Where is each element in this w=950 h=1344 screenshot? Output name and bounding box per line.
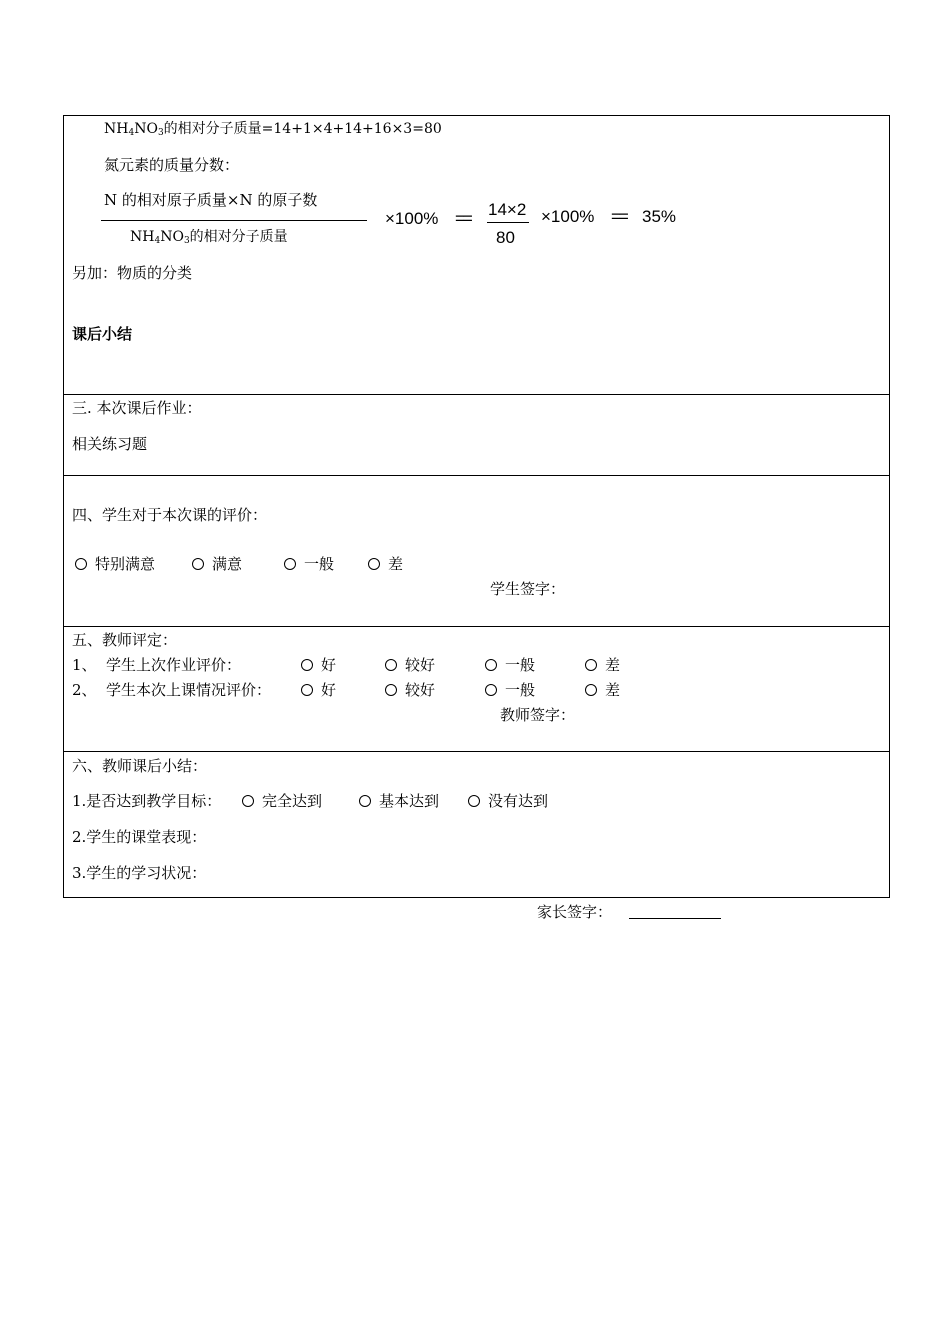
radio-circle-icon[interactable] — [585, 684, 597, 696]
teacher-eval-row-num: 1、 — [72, 656, 97, 674]
radio-circle-icon[interactable] — [284, 558, 296, 570]
teacher-signature-label: 教师签字： — [500, 706, 576, 724]
result-value: 35% — [642, 207, 677, 226]
section-divider — [63, 626, 890, 627]
student-eval-option[interactable]: 满意 — [192, 555, 242, 573]
radio-circle-icon[interactable] — [359, 795, 371, 807]
teacher-eval-option[interactable]: 较好 — [385, 656, 435, 674]
teacher-eval-option[interactable]: 好 — [301, 681, 336, 699]
fraction-denominator: $NH_4NO_3$的相对分子质量 — [130, 229, 288, 246]
teacher-summary-heading: 六、教师课后小结： — [72, 757, 208, 775]
radio-circle-icon[interactable] — [368, 558, 380, 570]
times-100-a: ×100% — [385, 209, 439, 228]
radio-circle-icon[interactable] — [585, 659, 597, 671]
fraction2-bar — [487, 222, 529, 223]
fraction-numerator: N 的相对原子质量×N 的原子数 — [104, 191, 318, 209]
teacher-eval-row-label: 学生本次上课情况评价： — [106, 681, 272, 699]
teaching-goal-option[interactable]: 完全达到 — [242, 792, 322, 810]
teacher-eval-option[interactable]: 差 — [585, 656, 620, 674]
equals-a: == — [455, 209, 471, 228]
teacher-eval-option[interactable]: 一般 — [485, 681, 535, 699]
learning-status-label: 3.学生的学习状况： — [72, 864, 207, 882]
extra-note: 另加：物质的分类 — [72, 264, 193, 282]
teacher-eval-option[interactable]: 差 — [585, 681, 620, 699]
summary-heading: 课后小结 — [72, 325, 133, 343]
equals-b: == — [611, 207, 627, 226]
fraction2-numerator: 14×2 — [488, 200, 527, 219]
class-performance-label: 2.学生的课堂表现： — [72, 828, 207, 846]
mass-fraction-label: 氮元素的质量分数： — [104, 156, 240, 174]
student-eval-heading: 四、学生对于本次课的评价： — [72, 506, 268, 524]
radio-circle-icon[interactable] — [468, 795, 480, 807]
student-eval-option[interactable]: 特别满意 — [75, 555, 155, 573]
times-100-b: ×100% — [541, 207, 595, 226]
student-eval-option[interactable]: 一般 — [284, 555, 334, 573]
teacher-eval-row-num: 2、 — [72, 681, 97, 699]
radio-circle-icon[interactable] — [75, 558, 87, 570]
section-divider — [63, 751, 890, 752]
parent-signature-label: 家长签字： — [537, 903, 613, 921]
homework-heading: 三. 本次课后作业： — [72, 399, 202, 417]
homework-content: 相关练习题 — [72, 435, 148, 453]
teacher-eval-row-label: 学生上次作业评价： — [106, 656, 242, 674]
teacher-eval-option[interactable]: 较好 — [385, 681, 435, 699]
radio-circle-icon[interactable] — [385, 684, 397, 696]
section-divider — [63, 394, 890, 395]
teaching-goal-option[interactable]: 没有达到 — [468, 792, 548, 810]
molar-mass-line: $NH_4NO_3$的相对分子质量=14+1×4+14+16×3=80 — [104, 121, 442, 138]
teaching-goal-option[interactable]: 基本达到 — [359, 792, 439, 810]
radio-circle-icon[interactable] — [301, 659, 313, 671]
teaching-goal-label: 1.是否达到教学目标： — [72, 792, 222, 810]
radio-circle-icon[interactable] — [385, 659, 397, 671]
radio-circle-icon[interactable] — [485, 659, 497, 671]
teacher-eval-option[interactable]: 一般 — [485, 656, 535, 674]
radio-circle-icon[interactable] — [301, 684, 313, 696]
radio-circle-icon[interactable] — [485, 684, 497, 696]
radio-circle-icon[interactable] — [242, 795, 254, 807]
teacher-eval-option[interactable]: 好 — [301, 656, 336, 674]
fraction2-denominator: 80 — [496, 228, 515, 247]
radio-circle-icon[interactable] — [192, 558, 204, 570]
student-signature-label: 学生签字： — [490, 580, 566, 598]
section-divider — [63, 475, 890, 476]
student-eval-option[interactable]: 差 — [368, 555, 403, 573]
parent-signature-field[interactable] — [629, 903, 721, 919]
fraction-bar — [101, 220, 367, 221]
teacher-eval-heading: 五、教师评定： — [72, 631, 178, 649]
